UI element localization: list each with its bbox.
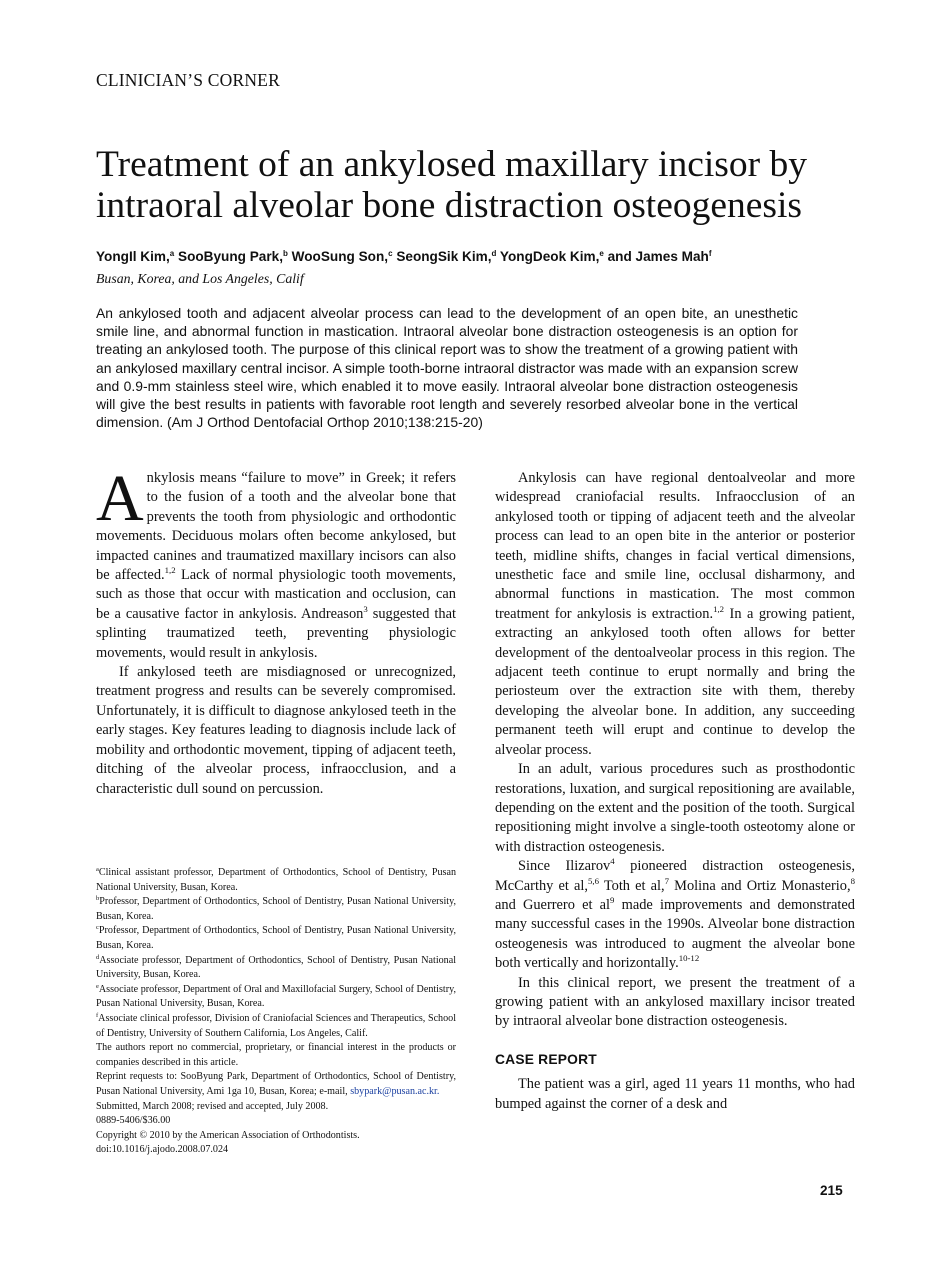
- footnote-affiliation: $^e$Associate professor, Department of Oral and Maxillofacial Surgery, School of Dentistry, Pusan National University, Busan, Korea.: [96, 982, 456, 1010]
- article-title: Treatment of an ankylosed maxillary incisor by intraoral alveolar bone distraction osteogenesis: [96, 144, 807, 226]
- author-list: [96, 249, 876, 264]
- footnotes: [96, 866, 456, 1158]
- footnote-disclosure: The authors report no commercial, proprietary, or financial interest in the products or companies described in this article.: [96, 1042, 456, 1068]
- citation-ref[interactable]: 10-12: [678, 953, 700, 964]
- body-paragraph: [96, 462, 456, 663]
- author-mark: b: [283, 249, 288, 258]
- body-paragraph: [495, 857, 855, 973]
- body-paragraph: [495, 469, 855, 760]
- body-column-left: [96, 462, 456, 799]
- author-mark: f: [708, 249, 712, 258]
- citation-ref[interactable]: 1,2: [164, 565, 176, 576]
- citation-ref[interactable]: 9: [610, 894, 615, 905]
- text-run: nkylosis means “failure to move” in Greek; it refers to the fusion of a tooth and the alveolar bone that prevents the tooth from physiologic and orthodontic movements. Deciduous molars often become ankylosed, but impacted canines and traumatized maxillary incisors can also be affected.: [96, 470, 456, 584]
- text-run: Since Ilizarov: [518, 858, 611, 875]
- body-paragraph: The patient was a girl, aged 11 years 11 months, who had bumped against the corner of a desk and: [495, 1076, 855, 1112]
- footnote-reprint: Reprint requests to: SooByung Park, Department of Orthodontics, School of Dentistry, Pusan National University, Ami 1ga 10, Busan, Korea; e-mail, sbypark@pusan.ac.kr.: [96, 1071, 456, 1097]
- footnote-affiliation: $^a$Clinical assistant professor, Department of Orthodontics, School of Dentistry, Pusan National University, Busan, Korea.: [96, 866, 456, 893]
- citation-ref[interactable]: 7: [664, 875, 670, 886]
- author-name: and James Mah: [607, 249, 709, 264]
- body-paragraph: If ankylosed teeth are misdiagnosed or unrecognized, treatment progress and results can be severely compromised. Unfortunately, it is difficult to diagnose ankylosed teeth in the early stages. Key features leading to diagnosis include lack of mobility and orthodontic movement, tipping of adjacent teeth, ditching of the alveolar process, infraocclusion, and a characteristic dull sound on percussion.: [96, 664, 456, 797]
- text-run: pioneered distraction osteogenesis, McCarthy et al,: [495, 858, 855, 894]
- footnote-affiliation: $^b$Professor, Department of Orthodontics, School of Dentistry, Pusan National University, Busan, Korea.: [96, 895, 456, 922]
- author-name: WooSung Son,: [291, 249, 389, 264]
- citation-ref[interactable]: 1,2: [713, 603, 725, 614]
- text-run: and Guerrero et al: [495, 896, 611, 913]
- section-label: CLINICIAN’S CORNER: [96, 70, 280, 90]
- footnote-issn: 0889-5406/$36.00: [96, 1115, 171, 1127]
- text-run: In a growing patient, extracting an ankylosed tooth often allows for better development of the dentoalveolar process in this region. The adjacent teeth continue to erupt normally and bring the periosteum over the extraction site with them, thereby developing the alveolar bone. In addition, any succeeding permanent teeth will erupt and continue to develop the alveolar process.: [495, 605, 855, 758]
- text-run: Lack of normal physiologic tooth movements, such as those that occur with mastication and occlusion, can be a causative factor in ankylosis. Andreason: [96, 567, 456, 622]
- author-mark: c: [388, 249, 393, 258]
- citation-ref[interactable]: 3: [363, 603, 368, 614]
- footnote-affiliation: $^f$Associate clinical professor, Division of Craniofacial Sciences and Therapeutics, School of Dentistry, University of Southern California, Los Angeles, Calif.: [96, 1011, 456, 1039]
- citation-ref[interactable]: 4: [610, 856, 615, 867]
- author-name: SeongSik Kim,: [396, 249, 492, 264]
- footnote-affiliation: $^c$Professor, Department of Orthodontics, School of Dentistry, Pusan National University, Busan, Korea.: [96, 924, 456, 951]
- author-name: YongDeok Kim,: [499, 249, 600, 264]
- abstract: An ankylosed tooth and adjacent alveolar process can lead to the development of an open bite, an unesthetic smile line, and abnormal function in mastication. Intraoral alveolar bone distraction osteogenesis is an option for treating an ankylosed tooth. The purpose of this clinical report was to show the treatment of a growing patient with an ankylosed maxillary central incisor. A simple tooth-borne intraoral distractor was made with an expansion screw and 0.9-mm stainless steel wire, which enabled it to move easily. Intraoral alveolar bone distraction osteogenesis will give the best results in patients with favorable root length and severely resorbed alveolar bone in the vertical dimension. (Am J Orthod Dentofacial Orthop 2010;138:215-20): [96, 305, 798, 431]
- text-run: Toth et al,: [598, 877, 665, 894]
- footnote-doi[interactable]: doi:10.1016/j.ajodo.2008.07.024: [96, 1144, 229, 1156]
- citation-ref[interactable]: 5,6: [587, 875, 599, 886]
- body-column-right: [495, 469, 855, 1114]
- citation-ref[interactable]: 8: [850, 875, 855, 886]
- author-mark: d: [491, 249, 497, 258]
- page-number: 215: [820, 1183, 843, 1198]
- footnote-affiliation: $^d$Associate professor, Department of Orthodontics, School of Dentistry, Pusan National University, Busan, Korea.: [96, 953, 456, 981]
- text-run: suggested that splinting traumatized teeth, preventing physiologic movements, would result in ankylosis.: [96, 605, 456, 661]
- section-heading: CASE REPORT: [495, 1051, 597, 1067]
- text-run: Ankylosis can have regional dentoalveolar and more widespread craniofacial results. Infraocclusion of an ankylosed tooth or tipping of adjacent teeth and the alveolar process can lead to an open bite in the anterior or posterior teeth, midline shifts, changes in facial vertical dimensions, unesthetic face and smile line, occlusal disharmony, and abnormal functions in mastication. The most common treatment for ankylosis is extraction.: [495, 470, 855, 622]
- footnote-copyright: Copyright © 2010 by the American Association of Orthodontists.: [96, 1129, 360, 1141]
- author-name: SooByung Park,: [178, 249, 283, 264]
- text-run: made improvements and demonstrated many successful cases in the 1990s. Alveolar bone distraction osteogenesis was introduced to augment the alveolar bone both vertically and horizontally.: [495, 896, 855, 972]
- text-run: Molina and Ortiz Monasterio,: [669, 877, 851, 894]
- body-paragraph: In an adult, various procedures such as prosthodontic restorations, luxation, and surgical repositioning are available, depending on the extent and the position of the tooth. Surgical repositioning might involve a single-tooth osteotomy alone or with distraction osteogenesis.: [495, 761, 855, 855]
- author-mark: e: [599, 249, 604, 258]
- body-paragraph: In this clinical report, we present the treatment of a growing patient with an ankylosed maxillary incisor treated by intraoral alveolar bone distraction osteogenesis.: [495, 974, 855, 1030]
- email-link[interactable]: sbypark@pusan.ac.kr.: [350, 1085, 440, 1097]
- author-location: Busan, Korea, and Los Angeles, Calif: [96, 271, 304, 286]
- author-name: YongIl Kim,: [96, 249, 170, 264]
- drop-cap: A: [96, 462, 144, 535]
- footnote-submitted: Submitted, March 2008; revised and accepted, July 2008.: [96, 1100, 329, 1112]
- author-mark: a: [169, 249, 175, 258]
